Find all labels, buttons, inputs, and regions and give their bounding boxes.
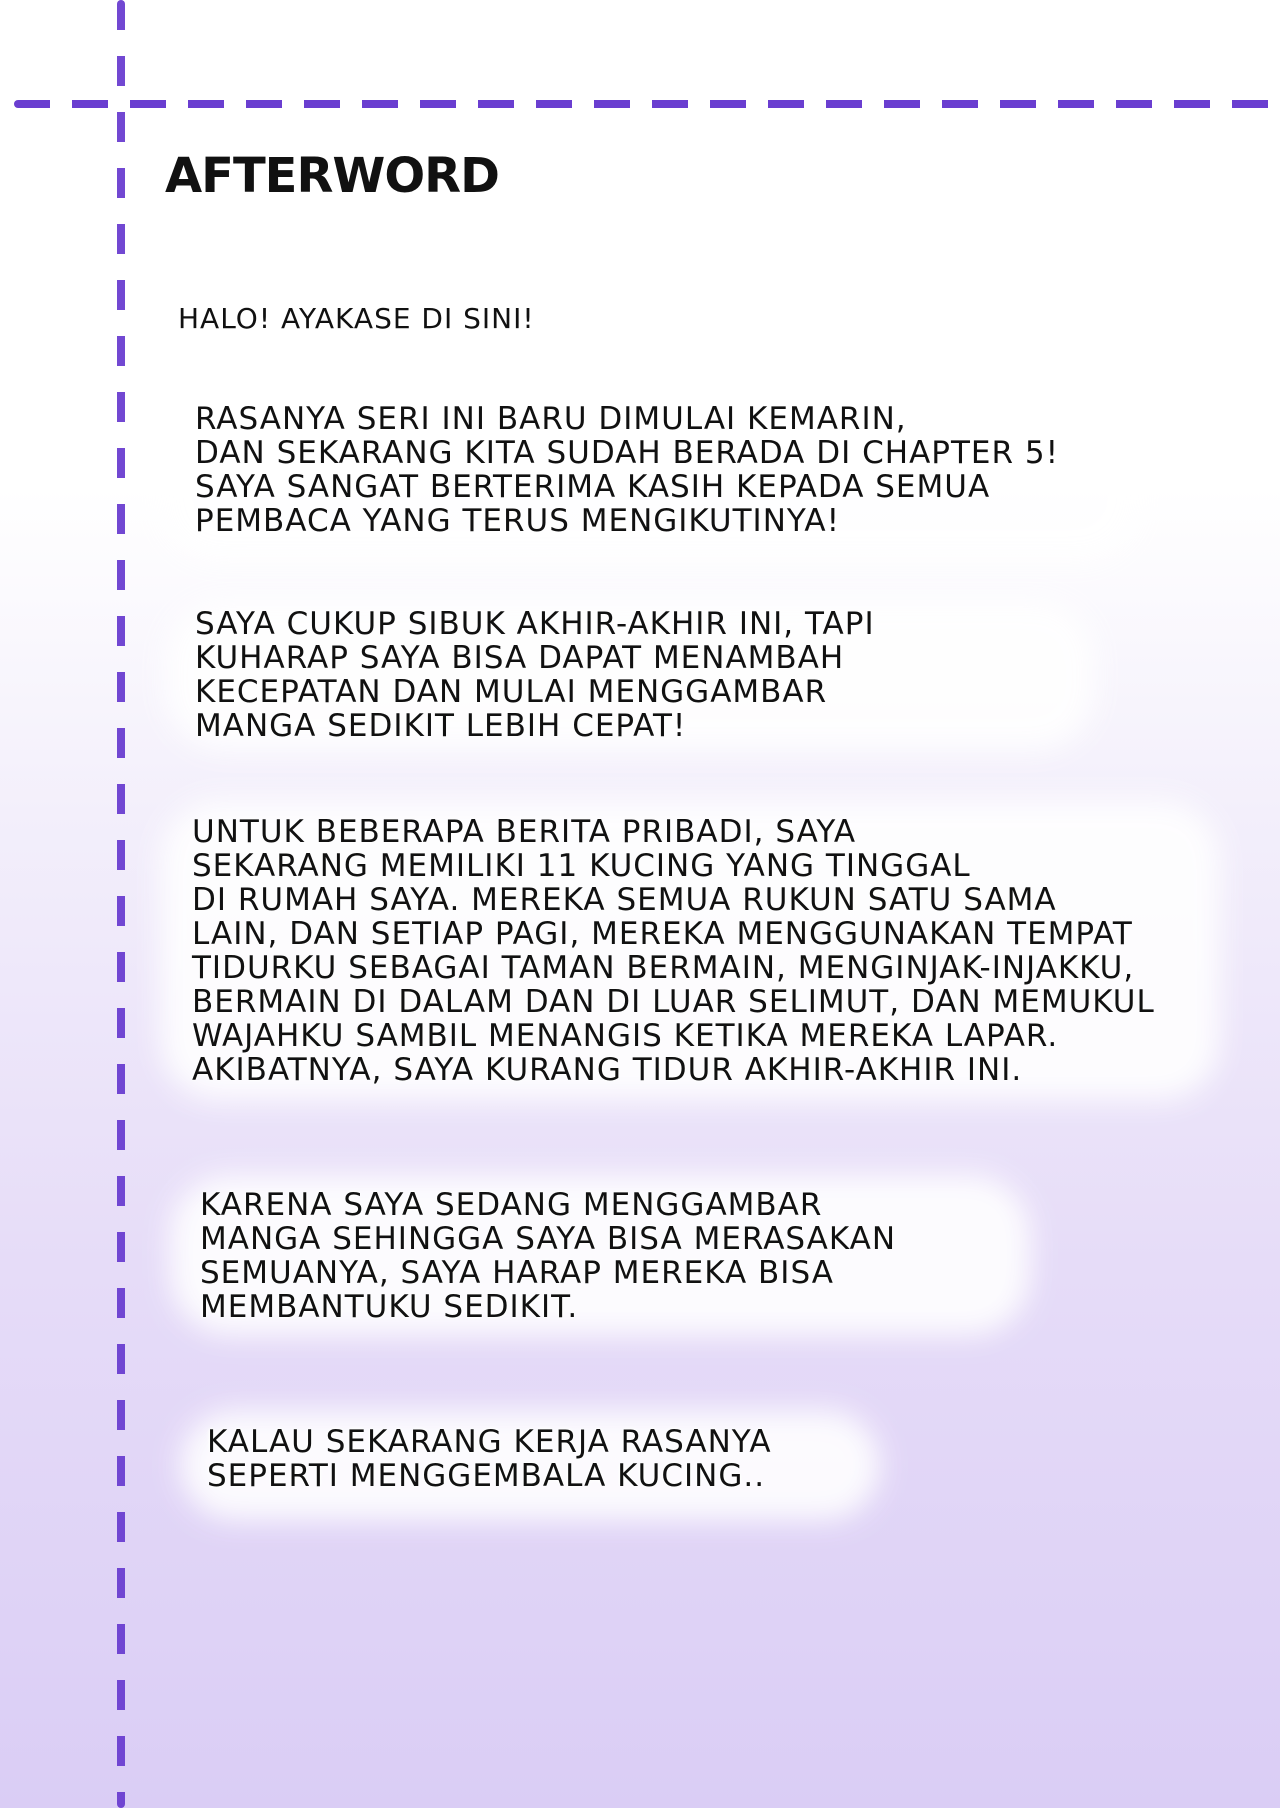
paragraph-line: KUHARAP SAYA BISA DAPAT MENAMBAH: [195, 640, 845, 676]
page-title: AFTERWORD: [165, 148, 499, 204]
greeting-text: HALO! AYAKASE DI SINI!: [178, 302, 535, 335]
paragraph-line: RASANYA SERI INI BARU DIMULAI KEMARIN,: [195, 401, 907, 437]
paragraph-line: SEMUANYA, SAYA HARAP MEREKA BISA: [200, 1255, 834, 1291]
paragraph-line: LAIN, DAN SETIAP PAGI, MEREKA MENGGUNAKAN TEMPAT: [192, 916, 1133, 952]
paragraph-line: SAYA SANGAT BERTERIMA KASIH KEPADA SEMUA: [195, 469, 991, 505]
paragraph-line: MANGA SEHINGGA SAYA BISA MERASAKAN: [200, 1221, 897, 1257]
paragraph-line: DAN SEKARANG KITA SUDAH BERADA DI CHAPTER 5!: [195, 435, 1060, 471]
paragraph-line: KECEPATAN DAN MULAI MENGGAMBAR: [195, 674, 828, 710]
paragraph-line: MANGA SEDIKIT LEBIH CEPAT!: [195, 708, 687, 744]
paragraph-line: SEKARANG MEMILIKI 11 KUCING YANG TINGGAL: [192, 848, 971, 884]
paragraph-5: [207, 1425, 772, 1493]
paragraph-line: KARENA SAYA SEDANG MENGGAMBAR: [200, 1187, 823, 1223]
paragraph-line: DI RUMAH SAYA. MEREKA SEMUA RUKUN SATU SAMA: [192, 882, 1057, 918]
paragraph-4: [200, 1188, 896, 1324]
dashed-guide-vertical: [117, 0, 125, 1808]
paragraph-line: PEMBACA YANG TERUS MENGIKUTINYA!: [195, 503, 841, 539]
paragraph-line: SAYA CUKUP SIBUK AKHIR-AKHIR INI, TAPI: [195, 606, 875, 642]
paragraph-line: KALAU SEKARANG KERJA RASANYA: [207, 1424, 772, 1460]
paragraph-1: [195, 402, 1059, 538]
paragraph-line: TIDURKU SEBAGAI TAMAN BERMAIN, MENGINJAK-INJAKKU,: [192, 950, 1135, 986]
paragraph-line: BERMAIN DI DALAM DAN DI LUAR SELIMUT, DAN MEMUKUL: [192, 984, 1155, 1020]
paragraph-3: [192, 815, 1155, 1087]
dashed-guide-horizontal: [14, 100, 1280, 108]
paragraph-line: SEPERTI MENGGEMBALA KUCING..: [207, 1458, 766, 1494]
paragraph-line: UNTUK BEBERAPA BERITA PRIBADI, SAYA: [192, 814, 857, 850]
paragraph-line: MEMBANTUKU SEDIKIT.: [200, 1289, 579, 1325]
paragraph-line: WAJAHKU SAMBIL MENANGIS KETIKA MEREKA LAPAR.: [192, 1018, 1059, 1054]
paragraph-line: AKIBATNYA, SAYA KURANG TIDUR AKHIR-AKHIR INI.: [192, 1052, 1023, 1088]
paragraph-2: [195, 607, 875, 743]
